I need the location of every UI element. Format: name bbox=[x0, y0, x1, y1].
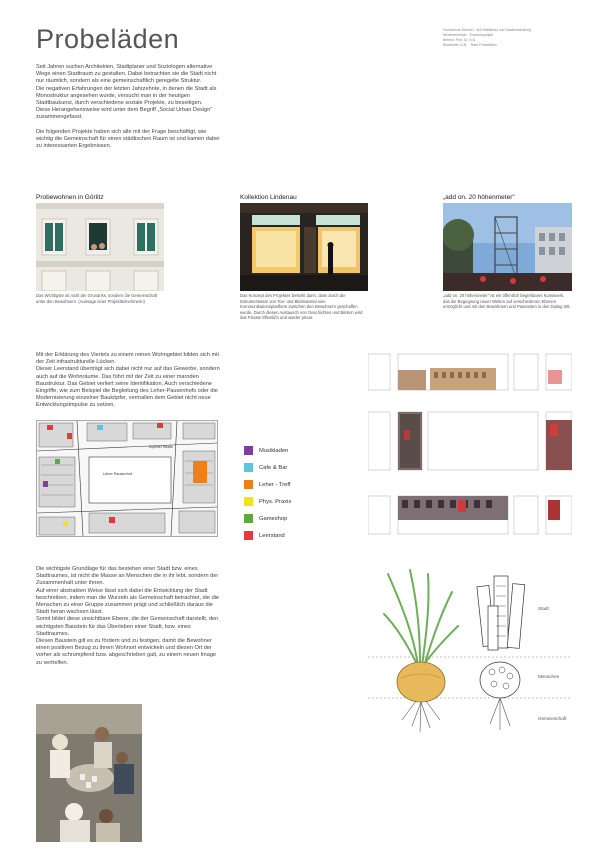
section-2-paragraph: Mit der Erklärung des Viertels zu einem reinen Wohngebiet bilden sich mit der Zeit infrastrukturelle Lücken. bbox=[36, 352, 219, 366]
section-3-paragraph: Diesen Baustein gilt es zu fördern und zu festigen, damit die Bewohner einen positiven Bezug zu ihrem Wohnort entwickeln und diesen Ort der vorher als schrumpfend bzw. abgeschrieben galt, zu einem neuen Image zu verhelfen. bbox=[36, 638, 217, 666]
diagram-label-people: Menschen bbox=[538, 674, 560, 679]
project-title-lindenau: Kollektion Lindenau bbox=[240, 194, 297, 201]
diagram-label-community: Gemeinschaft bbox=[538, 716, 567, 721]
street-elevation-strips bbox=[368, 350, 572, 536]
intro-paragraph: Die folgenden Projekte haben sich alle mit der Frage beschäftigt, wie wichtig die Gemeinschaft für einen städtischen Raum ist und kamen dabei zu interessanten Ergebnissen. bbox=[36, 128, 220, 150]
project-title-addon: „add on. 20 höhenmeter" bbox=[443, 194, 515, 201]
site-map bbox=[36, 420, 218, 537]
legend-swatch bbox=[244, 514, 253, 523]
intro-paragraph: Die negativen Erfahrungen der letzten Jahrzehnte, in denen die Stadt als Monostruktur angesehen wurde, versucht man in der heutigen Stadtbaukunst, durch verschiedene soziale Projekte, zu beseitigen. bbox=[36, 85, 217, 107]
project-title-goerlitz: Probewohnen in Görlitz bbox=[36, 194, 104, 201]
project-caption-addon: „add on. 20 höhenmeter" ist ein öffentlich begehbares Kunstwerk, das die Begegnung neuer Welten auf verschiedenen Ebenen ermöglicht und mit den Bewohnern und Passanten in den Dialog tritt. bbox=[443, 293, 571, 310]
meta-line: Bearbeitet: N.N. · Team Probeläden bbox=[443, 43, 497, 47]
map-label: Eupener Straße bbox=[149, 445, 173, 449]
section-3-paragraph: Auf einer abstrakten Weise lässt sich dabei die Entwicklung der Stadt beschreiben, indem man die Wurzeln als Gemeinschaft betrachtet, die die Menschen zu einer Gruppe zusammen prägt und schließlich daraus die Stadt heran wachsen lässt. bbox=[36, 587, 220, 616]
diagram-label-city: Stadt bbox=[538, 606, 549, 611]
addon-scaffold-photo bbox=[443, 203, 572, 291]
intro-paragraph: Diese Herangehensweise wird unter dem Begriff „Social Urban Design" zusammengefasst. bbox=[36, 107, 213, 121]
legend-swatch bbox=[244, 463, 253, 472]
meta-line: Wintersemester · Entwurfsprojekt bbox=[443, 33, 494, 37]
legend-item: Musikladen bbox=[244, 446, 288, 455]
legend-item: Phys. Praxis bbox=[244, 497, 291, 506]
legend-swatch bbox=[244, 497, 253, 506]
legend-item: Cafe & Bar bbox=[244, 463, 287, 472]
map-legend bbox=[244, 446, 324, 542]
section-3-paragraph: Somit bildet diese unsichtbare Ebene, die der Gemeinschaft darstellt, den wichtigsten Baustein für das Überleben einer Stadt, bzw. eines Stadtraumes. bbox=[36, 616, 219, 637]
project-caption-goerlitz: Das Wichtigste ist nicht der Grundriss, sondern die Gemeinschaft unter den Bewohnern. (Aussage einer Projektteilnehmerin) bbox=[36, 293, 158, 304]
legend-item: Leher - Treff bbox=[244, 480, 290, 489]
section-3-paragraph: Die wichtigste Grundlage für das bestehen einer Stadt bzw. eines Stadtraumes, ist nicht die Masse an Menschen die in ihr lebt, sondern der Zusammenhalt unter ihnen. bbox=[36, 566, 219, 587]
legend-item: Gameshop bbox=[244, 514, 287, 523]
page-title: Probeläden bbox=[36, 24, 180, 54]
intro-text bbox=[36, 64, 220, 150]
map-label: Leher Pausenhof bbox=[103, 472, 132, 476]
section-2-text bbox=[36, 352, 220, 410]
legend-item: Leerstand bbox=[244, 531, 285, 540]
intro-paragraph: Seit Jahren suchen Architekten, Stadtplaner und Soziologen alternative Wege einen Stadtraum zu gestalten. Dabei betrachten sie die Stadt nicht nur räumlich, sondern als eine gemeinschaftlich geregelte Struktur. bbox=[36, 64, 217, 85]
meta-line: Betreut: Prof. Dr. N.N. bbox=[443, 38, 476, 42]
section-2-paragraph: Dieser Leerstand überträgt sich dabei nicht nur auf das Gewerbe, sondern auch auf die Wohnräume. Das führt mit der Zeit zu einer maroden Baustruktur. Das Gebiet verliert seine Identifikation. Auch verschiedene Eingriffe, wie zum Beispiel die Begleitung des Leher-Pausenhofs oder die Modernisierung einzelner Bauköpfer, vermallen dem Gebiet nicht neue Entwicklungsimpulse zu setzen. bbox=[36, 366, 220, 409]
goerlitz-facade-photo bbox=[36, 203, 164, 291]
project-meta bbox=[443, 28, 593, 48]
section-3-text bbox=[36, 566, 220, 667]
meta-line: Hochschule Bremen · MA Städtebau und Stadtentwicklung bbox=[443, 28, 532, 32]
legend-swatch bbox=[244, 531, 253, 540]
legend-swatch bbox=[244, 480, 253, 489]
community-game-photo bbox=[36, 704, 142, 842]
onion-city-diagram bbox=[368, 566, 572, 736]
legend-swatch bbox=[244, 446, 253, 455]
lindenau-shop-photo bbox=[240, 203, 368, 291]
project-caption-lindenau: Das Konzept des Projektes besteht darin, dass durch die Dokumentation von Ton- und Bildmaterial eine Kommunikationsplattform zwischen den Bewohnern geschaffen wurde. Durch diesen Austausch von Geschichten und Bildern wird das Private öffentlich und wieder privat. bbox=[240, 293, 363, 321]
